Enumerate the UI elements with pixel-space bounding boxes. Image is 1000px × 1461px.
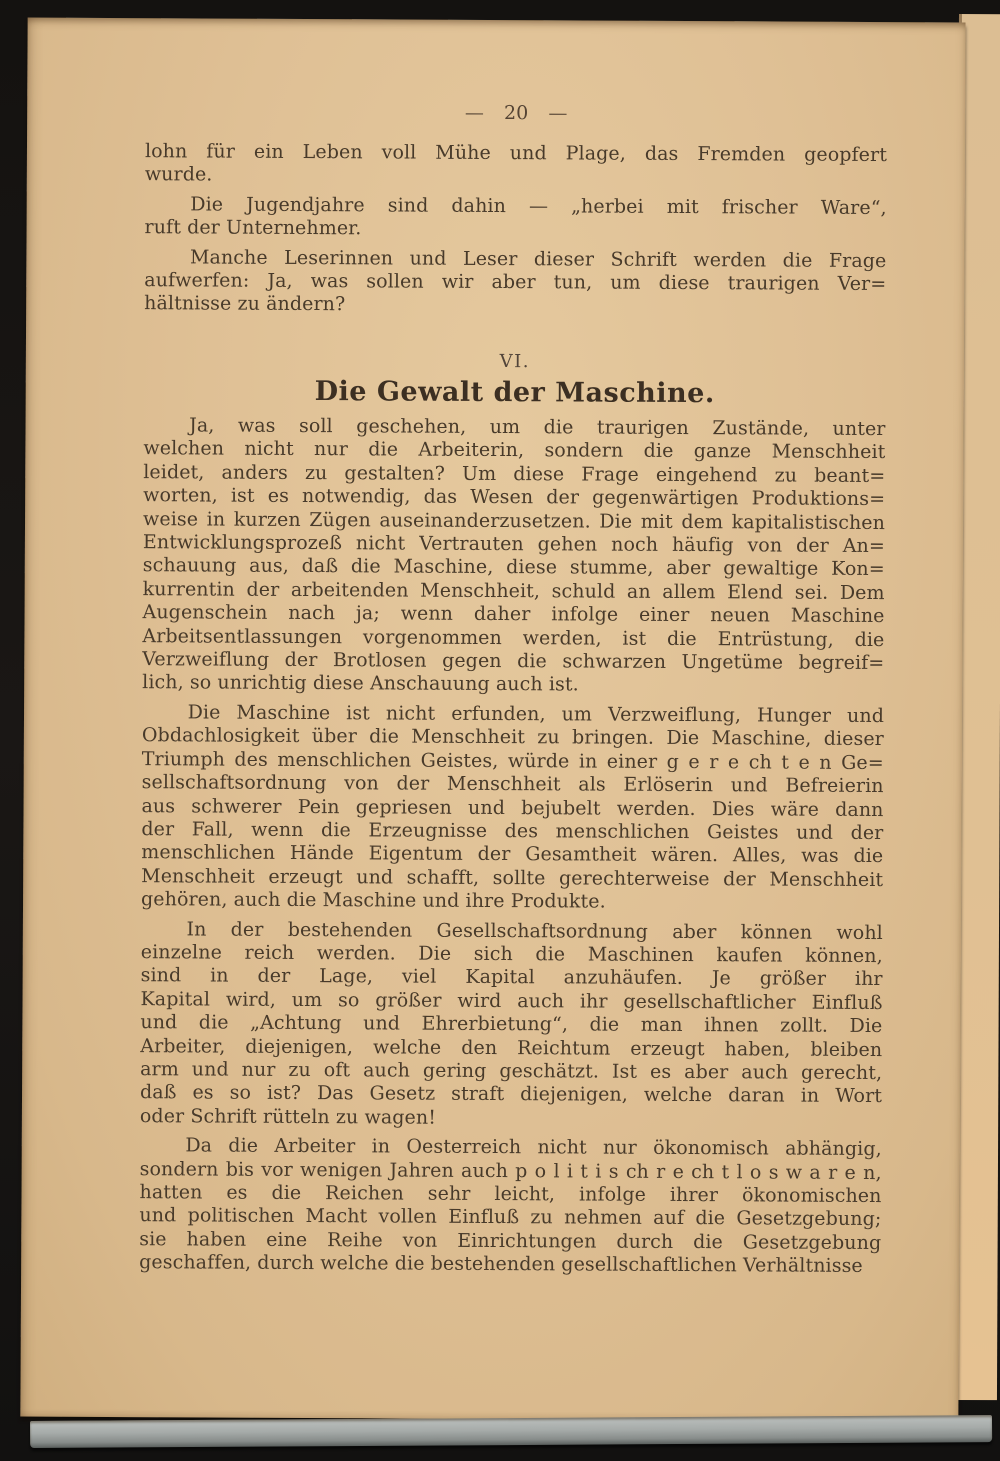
paragraph	[141, 701, 884, 916]
section-heading	[144, 348, 886, 410]
text-line: wurde.	[144, 163, 213, 186]
paragraph	[144, 246, 886, 320]
text-line: geschaffen, durch welche die bestehenden gesellschaftlichen Verhältnisse	[139, 1251, 863, 1278]
header-dash-left: —	[464, 101, 485, 124]
text-line: lich, so unrichtig diese Anschauung auch ist.	[142, 671, 579, 696]
text-line: sondern bis vor wenigen Jahren auch p o l i t i s ch r e ch t l o s w a r e n,	[139, 1157, 882, 1184]
text-line: sind in der Lage, viel Kapital anzuhäufen. Je größer ihr	[140, 964, 883, 991]
text-line: Da die Arbeiter in Oesterreich nicht nur ökonomisch abhängig,	[185, 1134, 882, 1161]
text-line: schauung aus, daß die Maschine, diese stumme, aber gewaltige Kon=	[142, 554, 885, 581]
text-line: und die „Achtung und Ehrerbietung“, die man ihnen zollt. Die	[140, 1011, 883, 1038]
text-line: daß es so ist? Das Gesetz straft diejenigen, welche daran in Wort	[139, 1081, 883, 1108]
text-line: In der bestehenden Gesellschaftsordnung aber können wohl	[186, 917, 883, 944]
paragraph	[139, 1134, 882, 1278]
text-line: Menschheit erzeugt und schafft, sollte gerechterweise der Menschheit	[141, 864, 884, 891]
text-line: hatten es die Reichen sehr leicht, infolge ihrer ökonomischen	[139, 1181, 882, 1208]
text-column	[139, 18, 888, 1278]
text-line: lohn für ein Leben voll Mühe und Plage, das Fremden geopfert	[144, 140, 888, 167]
paragraph	[142, 414, 885, 699]
text-before-heading	[144, 140, 887, 326]
text-line: Arbeiter, diejenigen, welche den Reichtum erzeugt haben, bleiben	[140, 1034, 883, 1061]
text-line: weise in kurzen Zügen auseinanderzusetzen. Die mit dem kapitalistischen	[142, 507, 886, 534]
paragraph	[140, 918, 883, 1133]
book-edge-strip	[30, 1415, 992, 1448]
paragraph	[145, 193, 887, 244]
text-line: Arbeitsentlassungen vorgenommen werden, ist die Entrüstung, die	[142, 624, 885, 651]
text-line: ruft der Unternehmer.	[144, 216, 362, 240]
text-line: der Fall, wenn die Erzeugnisse des menschlichen Geistes und der	[141, 818, 884, 844]
text-line: aus schwerer Pein gepriesen und bejubelt werden. Dies wäre dann	[141, 794, 884, 821]
text-line: Obdachlosigkeit über die Menschheit zu bringen. Die Maschine, dieser	[141, 724, 884, 751]
text-line: Triumph des menschlichen Geistes, würde in einer g e r e ch t e n Ge=	[141, 747, 884, 774]
text-line: gehören, auch die Maschine und ihre Produkte.	[140, 888, 606, 913]
text-line: sie haben eine Reihe von Einrichtungen durch die Gesetzgebung	[139, 1227, 882, 1254]
text-line: einzelne reich werden. Die sich die Maschinen kaufen können,	[140, 941, 883, 967]
text-line: und politischen Macht vollen Einfluß zu nehmen auf die Gesetzgebung;	[139, 1204, 882, 1231]
header-dash-right: —	[548, 102, 568, 125]
page-number: 20	[503, 102, 529, 125]
paragraph	[145, 140, 887, 191]
text-line: oder Schrift rütteln zu wagen!	[139, 1104, 437, 1129]
text-line: Entwicklungsprozeß nicht Vertrauten gehen noch häufig von der An=	[142, 531, 885, 558]
text-line: Verzweiflung der Brotlosen gegen die schwarzen Ungetüme begreif=	[142, 648, 885, 675]
text-line: Augenschein nach ja; wenn daher infolge einer neuen Maschine	[142, 601, 885, 628]
text-line: welchen nicht nur die Arbeiterin, sondern die ganze Menschheit	[143, 437, 886, 464]
text-line: aufwerfen: Ja, was sollen wir aber tun, um diese traurigen Ver=	[144, 269, 887, 296]
text-line: Ja, was soll geschehen, um die traurigen Zustände, unter	[189, 414, 886, 441]
text-line: worten, ist es notwendig, das Wesen der gegenwärtigen Produktions=	[143, 484, 886, 511]
text-line: menschlichen Hände Eigentum der Gesamtheit wären. Alles, was die	[141, 841, 884, 868]
text-line: kurrentin der arbeitenden Menschheit, schuld an allem Elend sei. Dem	[142, 578, 885, 604]
text-line: leidet, anders zu gestalten? Um diese Frage eingehend zu beant=	[143, 460, 886, 487]
text-line: Die Jugendjahre sind dahin — „herbei mit frischer Ware“,	[190, 193, 887, 219]
text-line: arm und nur zu oft auch gering geschätzt. Ist es aber auch gerecht,	[140, 1058, 883, 1085]
book-page	[20, 18, 965, 1422]
text-line: hältnisse zu ändern?	[144, 292, 346, 316]
text-line: Kapital wird, um so größer wird auch ihr gesellschaftlicher Einfluß	[140, 987, 883, 1014]
page-number-header	[145, 100, 887, 127]
text-after-heading	[139, 414, 886, 1284]
chapter-title: Die Gewalt der Maschine.	[314, 376, 715, 410]
text-line: Manche Leserinnen und Leser dieser Schrift werden die Frage	[189, 246, 887, 272]
text-line: Die Maschine ist nicht erfunden, um Verzweiflung, Hunger und	[187, 701, 885, 727]
text-line: sellschaftsordnung von der Menschheit als Erlöserin und Befreierin	[141, 771, 884, 798]
chapter-numeral: VI.	[499, 351, 531, 373]
